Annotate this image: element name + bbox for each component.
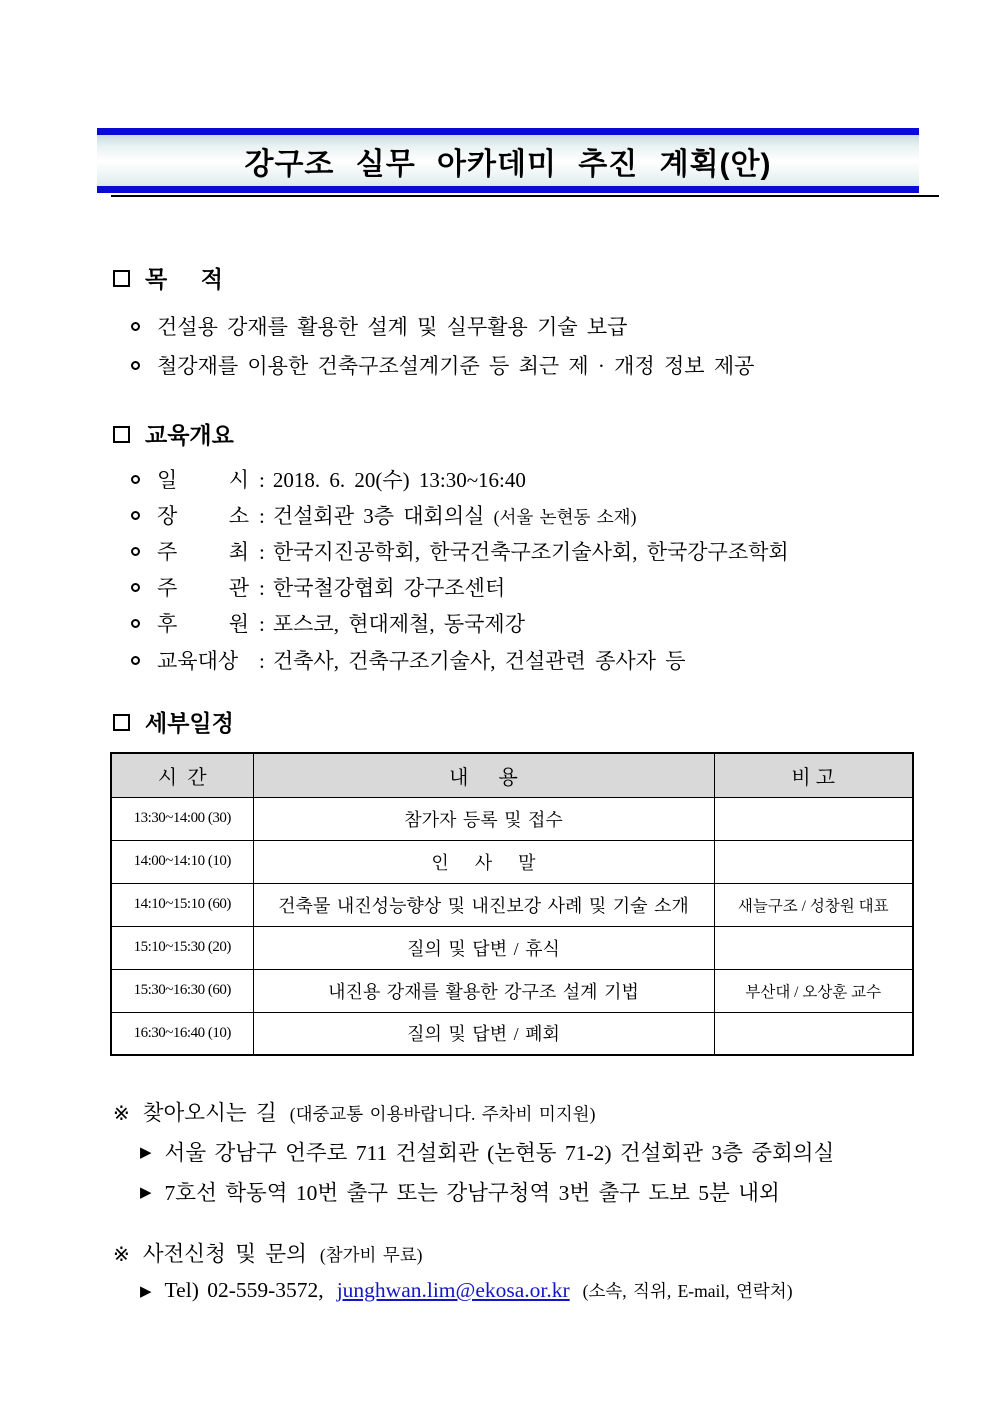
banner-shadow-line	[111, 195, 939, 197]
cell-time: 14:10~15:10 (60)	[111, 883, 253, 926]
cell-time: 15:10~15:30 (20)	[111, 926, 253, 969]
cell-content: 참가자 등록 및 접수	[253, 797, 714, 840]
table-row	[111, 797, 913, 840]
directions-item-text: 7호선 학동역 10번 출구 또는 강남구청역 3번 출구 도보 5분 내외	[164, 1181, 780, 1205]
directions-heading	[113, 1096, 595, 1127]
overview-item-value: 포스코, 현대제철, 동국제강	[272, 612, 525, 636]
square-bullet-icon	[113, 426, 130, 443]
contact-heading-text: 사전신청 및 문의	[142, 1242, 307, 1266]
table-header-row	[111, 753, 913, 797]
circle-bullet-icon	[131, 511, 140, 520]
contact-heading	[113, 1237, 422, 1268]
reference-mark-icon: ※	[113, 1244, 130, 1266]
purpose-item	[131, 311, 627, 341]
cell-time: 14:00~14:10 (10)	[111, 840, 253, 883]
circle-bullet-icon	[131, 361, 140, 370]
overview-item-note: (서울 논현동 소재)	[493, 507, 637, 527]
table-row	[111, 1012, 913, 1055]
overview-item-label: 교육대상	[157, 649, 239, 673]
section-heading-label: 교육개요	[145, 422, 234, 448]
directions-heading-text: 찾아오시는 길	[142, 1101, 277, 1125]
section-heading-schedule	[113, 705, 234, 738]
overview-item-place	[131, 500, 636, 530]
label-colon: :	[259, 649, 265, 673]
document-title-text: 강구조 실무 아카데미 추진 계획(안)	[244, 147, 772, 181]
purpose-item-text: 건설용 강재를 활용한 설계 및 실무활용 기술 보급	[157, 315, 628, 339]
cell-note	[714, 797, 913, 840]
cell-note	[714, 840, 913, 883]
directions-heading-note: (대중교통 이용바랍니다. 주차비 미지원)	[289, 1104, 596, 1124]
contact-tel-text: Tel) 02-559-3572,	[164, 1278, 324, 1302]
cell-content: 건축물 내진성능향상 및 내진보강 사례 및 기술 소개	[253, 883, 714, 926]
circle-bullet-icon	[131, 583, 140, 592]
overview-item-value: 건축사, 건축구조기술사, 건설관련 종사자 등	[272, 649, 686, 673]
section-heading-overview	[113, 417, 234, 450]
cell-time: 13:30~14:00 (30)	[111, 797, 253, 840]
section-heading-label: 목 적	[145, 266, 223, 292]
circle-bullet-icon	[131, 322, 140, 331]
email-link[interactable]: junghwan.lim@ekosa.or.kr	[336, 1278, 570, 1302]
title-banner	[97, 128, 919, 193]
circle-bullet-icon	[131, 475, 140, 484]
square-bullet-icon	[113, 270, 130, 287]
square-bullet-icon	[113, 714, 130, 731]
cell-note	[714, 1012, 913, 1055]
table-row	[111, 926, 913, 969]
circle-bullet-icon	[131, 619, 140, 628]
table-row	[111, 840, 913, 883]
circle-bullet-icon	[131, 547, 140, 556]
overview-item-organizer	[131, 572, 505, 602]
overview-item-label: 후 원	[157, 612, 249, 636]
table-row	[111, 883, 913, 926]
right-triangle-icon: ▶	[140, 1283, 152, 1300]
contact-suffix-text: (소속, 직위, E-mail, 연락처)	[582, 1281, 793, 1301]
column-header-note: 비 고	[714, 753, 913, 797]
column-header-time: 시 간	[111, 753, 253, 797]
overview-item-datetime	[131, 464, 526, 494]
overview-item-audience	[131, 645, 686, 675]
label-colon: :	[259, 612, 265, 636]
overview-item-label: 주 관	[157, 576, 249, 600]
schedule-table	[110, 752, 914, 1056]
banner-top-rule	[97, 128, 919, 135]
overview-item-sponsor	[131, 608, 525, 638]
document-title	[97, 135, 919, 186]
overview-item-value: 2018. 6. 20(수) 13:30~16:40	[272, 468, 526, 492]
contact-heading-note: (참가비 무료)	[319, 1245, 423, 1265]
cell-time: 15:30~16:30 (60)	[111, 969, 253, 1012]
directions-item-subway	[140, 1176, 780, 1207]
cell-content: 질의 및 답변 / 휴식	[253, 926, 714, 969]
circle-bullet-icon	[131, 656, 140, 665]
purpose-item	[131, 350, 754, 380]
overview-item-label: 장 소	[157, 504, 249, 528]
table-row	[111, 969, 913, 1012]
overview-item-host	[131, 536, 789, 566]
column-header-content: 내 용	[253, 753, 714, 797]
label-colon: :	[259, 468, 265, 492]
overview-item-value: 한국지진공학회, 한국건축구조기술사회, 한국강구조학회	[272, 540, 789, 564]
directions-item-address	[140, 1136, 834, 1167]
overview-item-value: 건설회관 3층 대회의실	[272, 504, 485, 528]
section-heading-label: 세부일정	[145, 710, 234, 736]
cell-content: 질의 및 답변 / 폐회	[253, 1012, 714, 1055]
directions-item-text: 서울 강남구 언주로 711 건설회관 (논현동 71-2) 건설회관 3층 중회의실	[164, 1141, 835, 1165]
section-heading-purpose	[113, 261, 223, 294]
overview-item-label: 일 시	[157, 468, 249, 492]
cell-content: 인 사 말	[253, 840, 714, 883]
reference-mark-icon: ※	[113, 1103, 130, 1125]
cell-content: 내진용 강재를 활용한 강구조 설계 기법	[253, 969, 714, 1012]
cell-time: 16:30~16:40 (10)	[111, 1012, 253, 1055]
overview-item-value: 한국철강협회 강구조센터	[272, 576, 506, 600]
right-triangle-icon: ▶	[140, 1184, 152, 1201]
purpose-item-text: 철강재를 이용한 건축구조설계기준 등 최근 제 · 개정 정보 제공	[157, 354, 755, 378]
banner-bottom-rule	[97, 186, 919, 193]
right-triangle-icon: ▶	[140, 1144, 152, 1161]
contact-tel-line	[140, 1278, 793, 1303]
label-colon: :	[259, 540, 265, 564]
label-colon: :	[259, 576, 265, 600]
overview-item-label: 주 최	[157, 540, 249, 564]
cell-note: 부산대 / 오상훈 교수	[714, 969, 913, 1012]
cell-note: 새늘구조 / 성창원 대표	[714, 883, 913, 926]
label-colon: :	[259, 504, 265, 528]
cell-note	[714, 926, 913, 969]
